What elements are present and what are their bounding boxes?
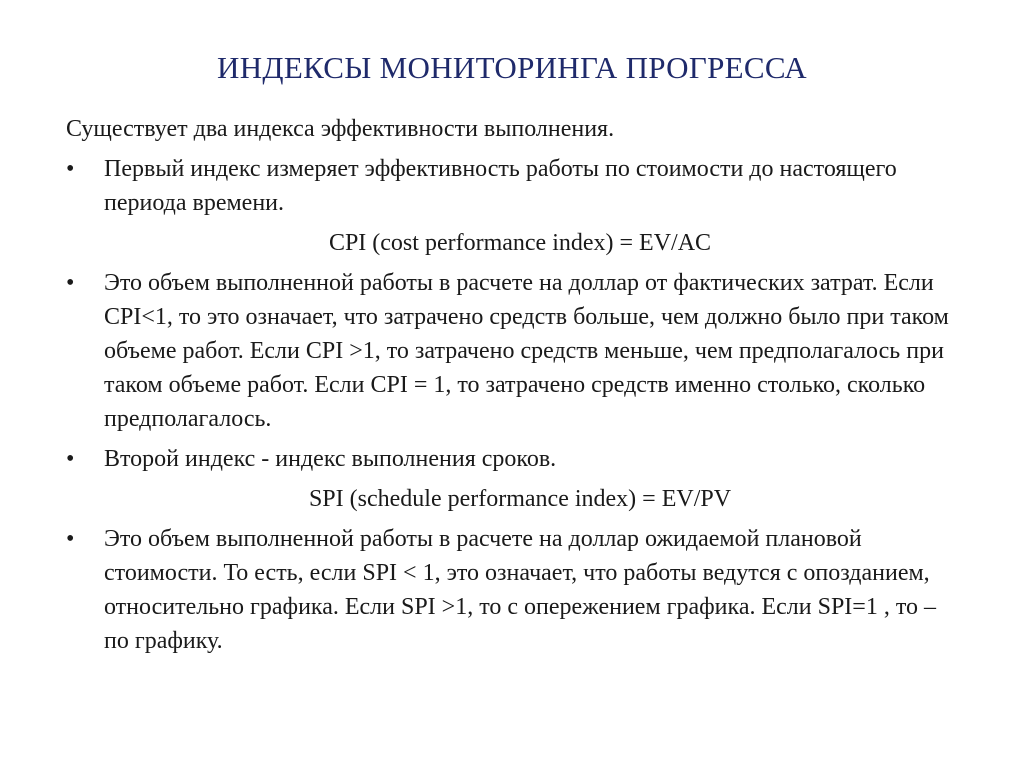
slide-body [66, 112, 966, 664]
bullet-icon: • [66, 526, 75, 552]
bullet-text: Второй индекс - индекс выполнения сроков. [104, 446, 557, 472]
intro-text: Существует два индекса эффективности выполнения. [66, 116, 615, 142]
bullet-text: Это объем выполненной работы в расчете на доллар ожидаемой плановой стоимости. То есть, если SPI < 1, это означает, что работы ведутся с опозданием, относительно графика. Если SPI >1, то с опережением графика. Если SPI=1 , то – по графику. [104, 526, 936, 654]
bullet-item [66, 442, 966, 476]
bullet-item [66, 522, 966, 658]
bullet-icon: • [66, 156, 75, 182]
bullet-item [66, 266, 966, 436]
bullet-icon: • [66, 270, 75, 296]
spi-formula: SPI (schedule performance index) = EV/PV [308, 486, 732, 512]
slide-title: ИНДЕКСЫ МОНИТОРИНГА ПРОГРЕССА [217, 50, 807, 85]
bullet-item [66, 152, 966, 220]
bullet-icon: • [66, 446, 75, 472]
bullet-text: Это объем выполненной работы в расчете на доллар от фактических затрат. Если CPI<1, то это означает, что затрачено средств больше, чем должно было при таком объеме работ. Если CPI >1, то затрачено средств меньше, чем предполагалось при таком объеме работ. Если CPI = 1, то затрачено средств именно столько, сколько предполагалось. [104, 270, 949, 432]
cpi-formula: CPI (cost performance index) = EV/AC [328, 230, 712, 256]
bullet-text: Первый индекс измеряет эффективность работы по стоимости до настоящего периода времени. [104, 156, 897, 216]
